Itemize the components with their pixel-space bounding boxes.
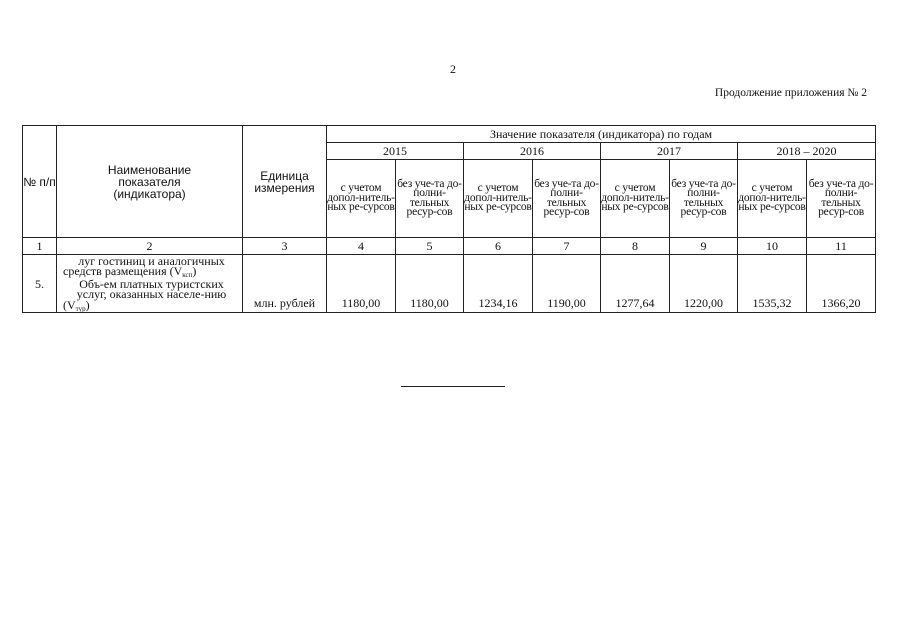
header-without-resources: без уче-та до-полни-тельных ресур-сов [670,160,738,238]
page-number: 2 [450,62,456,76]
column-number: 11 [807,238,876,255]
column-number: 6 [464,238,533,255]
header-with-resources: с учетом допол-нитель-ных ре-сурсов [327,160,396,238]
column-number: 7 [533,238,601,255]
header-without-resources: без уче-та до-полни-тельных ресур-сов [396,160,464,238]
header-row-number: № п/п [23,126,57,238]
header-values-by-year: Значение показателя (индикатора) по годам [327,126,876,143]
value-2016-without: 1190,00 [533,255,601,313]
header-with-resources: с учетом допол-нитель-ных ре-сурсов [464,160,533,238]
indicator-name-tail: ) [192,264,197,279]
indicator-name-text: Объ-ем платных туристских услуг, оказанных населе-нию (V [63,277,227,312]
column-number: 10 [738,238,807,255]
indicator-subscript: тур [75,304,86,313]
value-2015-with: 1180,00 [327,255,396,313]
header-without-resources: без уче-та до-полни-тельных ресур-сов [807,160,876,238]
indicator-name-text: луг гостиниц и аналогичных средств размещения (V [63,254,225,279]
indicator-name [57,255,243,313]
column-number: 8 [601,238,670,255]
header-with-resources: с учетом допол-нитель-ных ре-сурсов [738,160,807,238]
value-2015-without: 1180,00 [396,255,464,313]
value-2018-2020-without: 1366,20 [807,255,876,313]
header-without-resources: без уче-та до-полни-тельных ресур-сов [533,160,601,238]
value-2017-with: 1277,64 [601,255,670,313]
column-numbers-row [23,238,876,255]
header-with-resources: с учетом допол-нитель-ных ре-сурсов [601,160,670,238]
header-year-2015: 2015 [327,143,464,160]
indicator-subscript: ксп [182,271,193,280]
column-number: 2 [57,238,243,255]
column-number: 5 [396,238,464,255]
indicators-table [22,125,876,313]
header-year-2017: 2017 [601,143,738,160]
header-indicator-name: Наименование показателя (индикатора) [57,126,243,238]
continuation-note: Продолжение приложения № 2 [714,87,867,99]
table-row [23,255,876,313]
column-number: 4 [327,238,396,255]
value-2016-with: 1234,16 [464,255,533,313]
footer-separator [401,386,505,387]
header-year-2018-2020: 2018 – 2020 [738,143,876,160]
unit: млн. рублей [243,255,327,313]
indicator-name-tail: ) [85,297,90,312]
value-2018-2020-with: 1535,32 [738,255,807,313]
column-number: 9 [670,238,738,255]
column-number: 1 [23,238,57,255]
header-year-2016: 2016 [464,143,601,160]
value-2017-without: 1220,00 [670,255,738,313]
row-number: 5. [23,255,57,313]
header-unit: Единица измерения [243,126,327,238]
column-number: 3 [243,238,327,255]
